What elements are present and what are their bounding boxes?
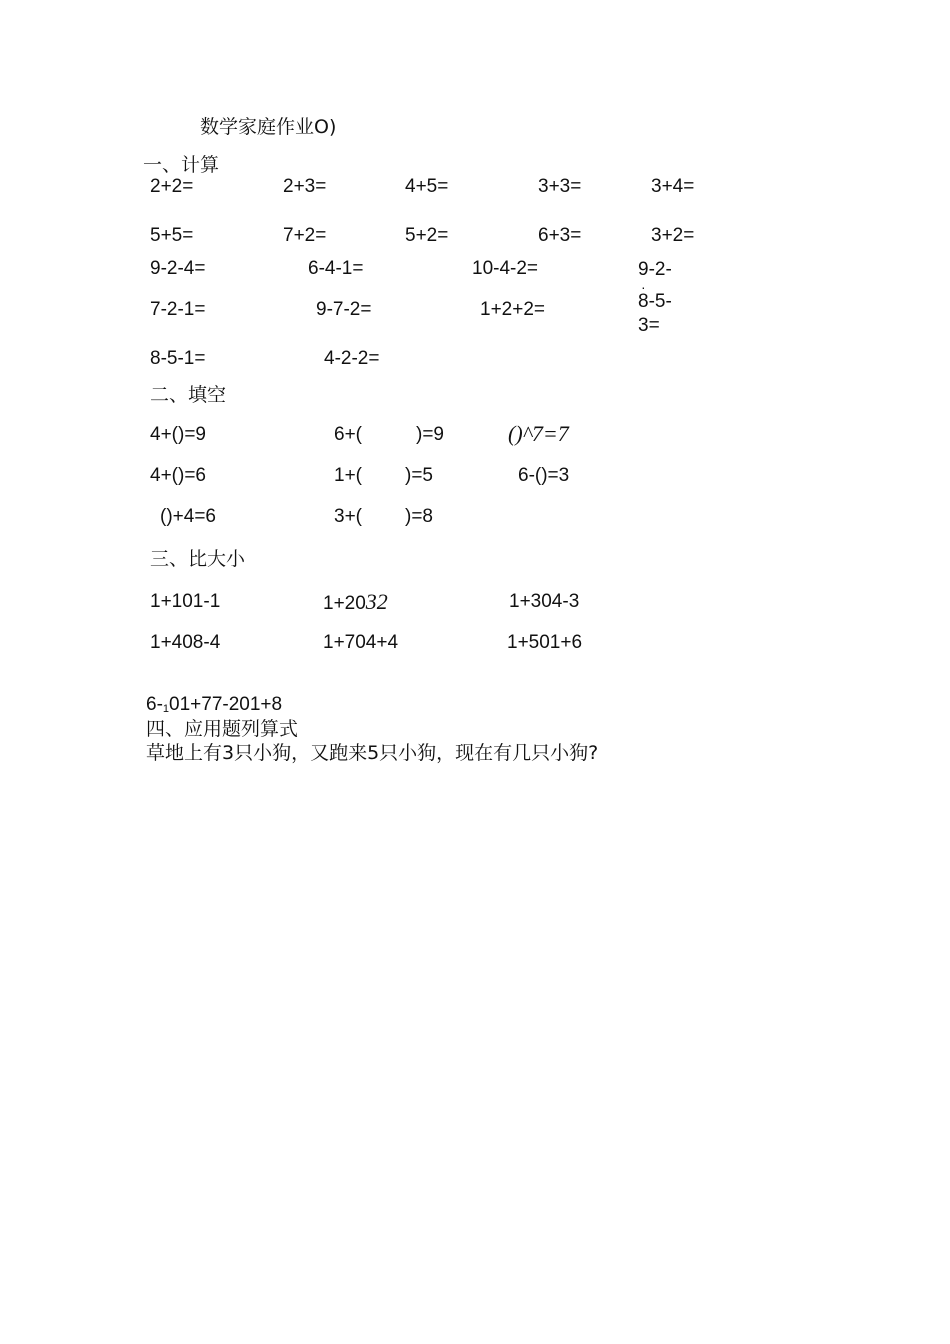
word-problem: 草地上有3只小狗，又跑来5只小狗，现在有几只小狗? — [146, 742, 599, 764]
fill-blank-problem: )=9 — [416, 424, 444, 445]
extra-subscript: 1 — [162, 703, 170, 715]
calc-problem: 6-4-1= — [308, 258, 364, 279]
calc-problem: 7-2-1= — [150, 299, 206, 320]
calc-problem: 9-2-4= — [150, 258, 206, 279]
compare-problem: 1+101-1 — [150, 591, 221, 612]
calc-problem: 4-2-2= — [324, 348, 380, 369]
fill-blank-problem: 6-()=3 — [518, 465, 570, 486]
extra-part-a: 6- — [146, 694, 163, 715]
calc-problem: 8-5-1= — [150, 348, 206, 369]
section-4-heading: 四、应用题列算式 — [146, 718, 299, 740]
calc-problem: 1+2+2= — [480, 299, 545, 320]
calc-problem: 3+3= — [538, 176, 582, 197]
calc-problem: 9-7-2= — [316, 299, 372, 320]
fill-blank-problem: 6+( — [334, 424, 362, 445]
calc-problem: 7+2= — [283, 225, 327, 246]
fill-blank-problem: 1+( — [334, 465, 362, 486]
compare-problem: 1+704+4 — [323, 632, 399, 653]
calc-problem: 2+3= — [283, 176, 327, 197]
fill-blank-problem: )=8 — [405, 506, 433, 527]
compare-problem: 1+501+6 — [507, 632, 583, 653]
calc-problem: 9-2- — [638, 259, 672, 280]
stack-mark: · — [641, 279, 646, 295]
calc-problem: 2+2= — [150, 176, 194, 197]
compare-problem: 1+408-4 — [150, 632, 221, 653]
section-3-heading: 三、比大小 — [150, 548, 246, 570]
calc-problem: 4+5= — [405, 176, 449, 197]
compare-problem: 1+304-3 — [509, 591, 580, 612]
section-2-heading: 二、填空 — [150, 384, 227, 406]
section-1-heading: 一、计算 — [143, 154, 220, 176]
fill-blank-problem: 4+()=6 — [150, 465, 206, 486]
calc-problem: 3+4= — [651, 176, 695, 197]
calc-problem: 5+5= — [150, 225, 194, 246]
fill-blank-problem: ()+4=6 — [160, 506, 216, 527]
fill-blank-problem: 4+()=9 — [150, 424, 206, 445]
extra-part-b: 01+77-201+8 — [169, 694, 283, 715]
calc-problem: 5+2= — [405, 225, 449, 246]
calc-problem: 3= — [638, 315, 660, 336]
fill-blank-problem: ()^7=7 — [508, 421, 569, 446]
calc-problem: 8-5- — [638, 291, 672, 312]
calc-problem: 6+3= — [538, 225, 582, 246]
calc-problem: 3+2= — [651, 225, 695, 246]
calc-problem: 10-4-2= — [472, 258, 539, 279]
compare-problem-extra — [146, 694, 282, 718]
page-title: 数学家庭作业O) — [200, 116, 337, 138]
fill-blank-problem: )=5 — [405, 465, 433, 486]
compare-problem-text: 1+20 — [323, 593, 366, 614]
compare-problem — [323, 591, 388, 615]
compare-problem-italic: 32 — [365, 589, 388, 614]
fill-blank-problem: 3+( — [334, 506, 362, 527]
